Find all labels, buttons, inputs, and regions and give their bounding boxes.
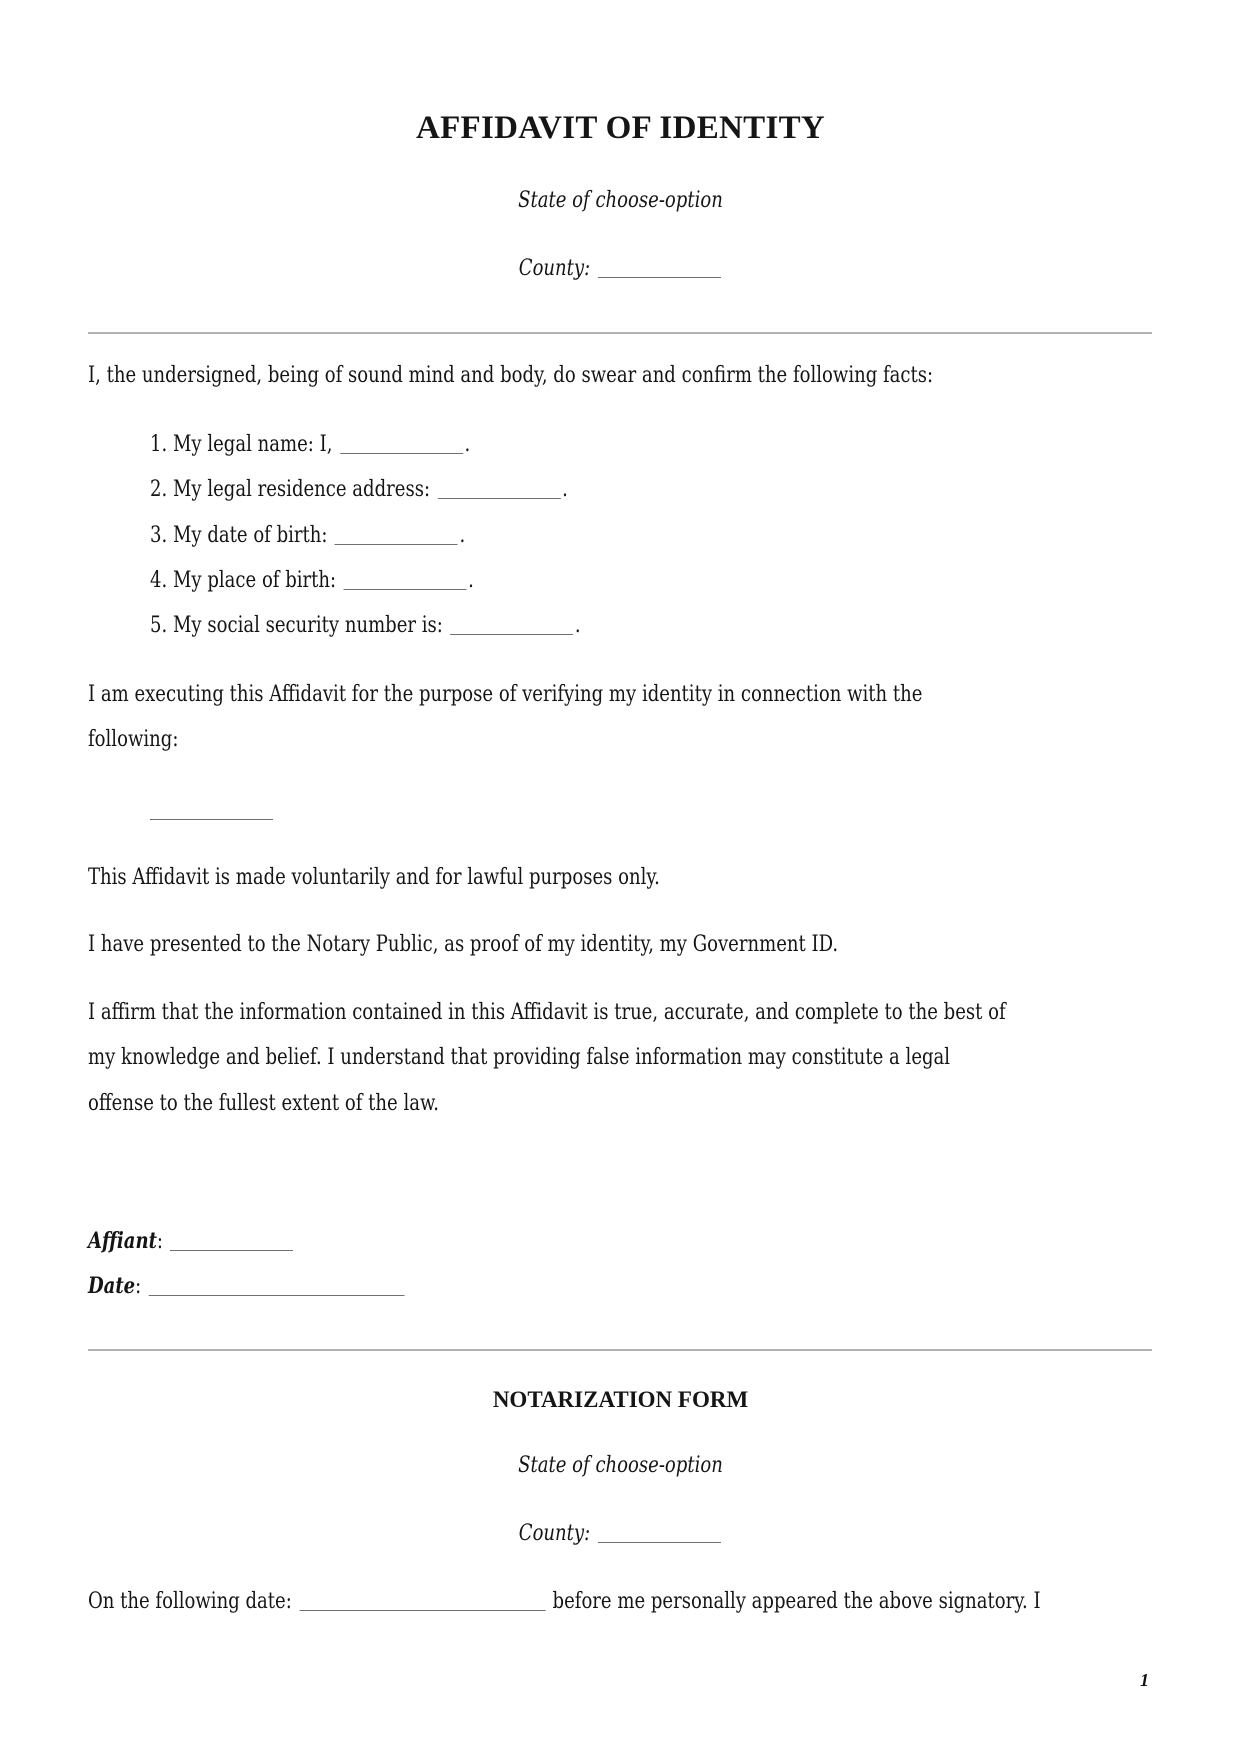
purpose-line-2: following:: [88, 727, 179, 752]
notary-state-selector[interactable]: State of choose-option: [518, 1453, 723, 1478]
state-line: [112, 188, 1130, 214]
page-number: 1: [1140, 1670, 1149, 1690]
date-line: [88, 1273, 406, 1300]
fact-item: [150, 523, 465, 549]
place-of-birth-field[interactable]: [343, 588, 466, 590]
ssn-field[interactable]: [450, 633, 573, 635]
notary-date-field[interactable]: [299, 1609, 545, 1611]
county-field[interactable]: [598, 276, 721, 278]
fact-item: [150, 432, 470, 458]
fact-end: .: [468, 568, 474, 593]
fact-end: .: [574, 613, 581, 638]
date-colon: :: [135, 1274, 142, 1299]
legal-name-field[interactable]: [340, 452, 463, 454]
notary-county-line: [112, 1521, 1130, 1547]
county-line: [112, 256, 1130, 282]
fact-number: 5.: [150, 613, 168, 638]
divider: [88, 332, 1152, 334]
affirm-line-3: offense to the fullest extent of the law.: [88, 1091, 440, 1116]
fact-item: [150, 477, 568, 503]
fact-end: .: [562, 477, 568, 502]
fact-label: My date of birth:: [172, 523, 328, 548]
date-label: Date: [88, 1273, 136, 1299]
affiant-colon: :: [156, 1229, 164, 1254]
residence-address-field[interactable]: [437, 497, 560, 499]
fact-number: 2.: [150, 477, 168, 502]
affirm-line-2: my knowledge and belief. I understand that providing false information may constitute a legal: [88, 1045, 951, 1070]
affiant-date-field[interactable]: [149, 1294, 405, 1296]
affiant-signature-field[interactable]: [170, 1249, 293, 1251]
fact-label: My legal residence address:: [172, 477, 431, 502]
notary-date-suffix: before me personally appeared the above signatory. I: [552, 1589, 1041, 1614]
fact-end: .: [459, 523, 466, 548]
fact-number: 1.: [150, 432, 168, 457]
county-label: County:: [518, 256, 591, 281]
document-title: AFFIDAVIT OF IDENTITY: [415, 110, 826, 146]
purpose-field[interactable]: [150, 818, 273, 820]
fact-number: 4.: [150, 568, 168, 593]
intro-paragraph: I, the undersigned, being of sound mind and body, do swear and confirm the following facts:: [88, 363, 934, 388]
fact-label: My place of birth:: [172, 568, 337, 593]
notary-date-prefix: On the following date:: [88, 1589, 292, 1614]
fact-item: [150, 568, 474, 594]
voluntary-statement: This Affidavit is made voluntarily and for lawful purposes only.: [88, 865, 660, 890]
affiant-label: Affiant: [88, 1228, 157, 1254]
affirm-line-1: I affirm that the information contained in this Affidavit is true, accurate, and complete to the best of: [88, 1000, 1006, 1025]
divider: [88, 1349, 1152, 1351]
notary-county-field[interactable]: [598, 1541, 721, 1543]
fact-number: 3.: [150, 523, 168, 548]
date-of-birth-field[interactable]: [335, 543, 458, 545]
affiant-line: [88, 1228, 295, 1255]
purpose-line-1: I am executing this Affidavit for the purpose of verifying my identity in connection with the: [88, 682, 923, 707]
fact-end: .: [464, 432, 471, 457]
fact-item: [150, 613, 581, 639]
fact-label: My social security number is:: [172, 613, 443, 638]
notary-date-line: [88, 1589, 1041, 1615]
state-selector[interactable]: State of choose-option: [518, 188, 723, 213]
government-id-statement: I have presented to the Notary Public, as proof of my identity, my Government ID.: [88, 932, 839, 957]
notarization-title: NOTARIZATION FORM: [492, 1387, 749, 1412]
notary-county-label: County:: [518, 1521, 591, 1546]
fact-label: My legal name: I,: [172, 432, 333, 457]
notary-state-line: [112, 1453, 1130, 1479]
